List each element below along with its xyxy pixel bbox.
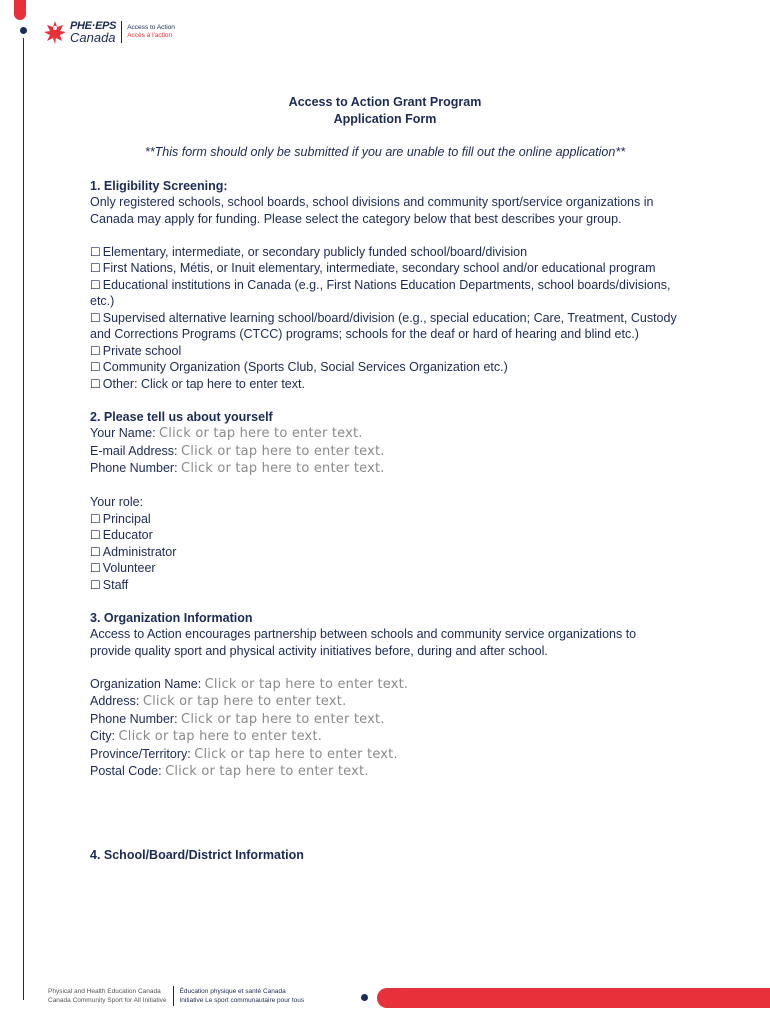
footer-fr: [180, 987, 305, 1005]
section-heading: 1. Eligibility Screening:: [90, 178, 228, 193]
eligibility-option: [90, 260, 680, 277]
eligibility-option-label: Private school: [102, 343, 182, 358]
role-option-label: Administrator: [102, 544, 177, 559]
maple-figure-icon: [42, 19, 68, 45]
city-input[interactable]: Click or tap here to enter text.: [118, 729, 323, 744]
logo-brand-line1: PHE·EPS: [70, 20, 117, 32]
checkbox-icon[interactable]: ☐: [90, 544, 101, 559]
org-name-input[interactable]: Click or tap here to enter text.: [204, 676, 409, 692]
section-about-yourself: [90, 409, 680, 594]
role-option: [90, 577, 680, 594]
checkbox-icon[interactable]: ☐: [90, 511, 101, 526]
online-notice: **This form should only be submitted if you are unable to fill out the online application**: [144, 145, 626, 159]
section-eligibility: [90, 178, 680, 393]
footer-en: [48, 987, 167, 1005]
footer-en-line1: Physical and Health Education Canada: [48, 988, 161, 995]
footer-dot: [361, 994, 368, 1001]
phone-input[interactable]: Click or tap here to enter text.: [181, 461, 385, 476]
phone-label: Phone Number:: [90, 461, 178, 475]
eligibility-option: [90, 244, 680, 261]
address-input[interactable]: Click or tap here to enter text.: [142, 694, 347, 709]
role-option-label: Staff: [102, 577, 129, 592]
page-title: [90, 94, 680, 127]
org-name-label: Organization Name:: [90, 676, 202, 691]
phone-field-row: [90, 460, 680, 478]
footer-separator: [173, 986, 174, 1006]
name-field-row: [90, 425, 680, 443]
checkbox-icon[interactable]: ☐: [90, 376, 101, 391]
eligibility-option-label: Other: Click or tap here to enter text.: [102, 376, 305, 391]
section-heading: 2. Please tell us about yourself: [90, 409, 273, 424]
role-option-label: Principal: [102, 511, 151, 526]
province-row: [90, 746, 680, 764]
bottom-accent-bar: [377, 988, 770, 1008]
eligibility-option-label: Community Organization (Sports Club, Social Services Organization etc.): [102, 360, 508, 374]
role-option: [90, 544, 680, 561]
logo-sub-en: Access to Action: [127, 24, 175, 31]
section-intro: Only registered schools, school boards, school divisions and community sport/service organizations in Canada may apply for funding. Please select the category below that best describes your group.: [90, 195, 654, 226]
checkbox-icon[interactable]: ☐: [90, 577, 101, 592]
section-school-board: [90, 847, 680, 864]
role-option: [90, 527, 680, 544]
eligibility-option-label: Educational institutions in Canada (e.g., First Nations Education Departments, school boards/divisions, etc.): [90, 277, 671, 308]
postal-row: [90, 763, 680, 781]
section-intro: Access to Action encourages partnership between schools and community service organizations to provide quality sport and physical activity initiatives before, during and after school.: [90, 627, 637, 658]
eligibility-option: [90, 359, 680, 376]
postal-label: Postal Code:: [90, 764, 162, 778]
eligibility-option-label: Elementary, intermediate, or secondary publicly funded school/board/division: [102, 244, 528, 259]
name-label: Your Name:: [90, 426, 156, 440]
title-line-1: Access to Action Grant Program: [288, 95, 482, 109]
postal-input[interactable]: Click or tap here to enter text.: [165, 764, 369, 779]
eligibility-option: [90, 376, 680, 393]
city-row: [90, 728, 680, 746]
eligibility-option-label: First Nations, Métis, or Inuit elementary, intermediate, secondary school and/or educational program: [102, 261, 656, 275]
role-option: [90, 511, 680, 528]
checkbox-icon[interactable]: ☐: [90, 244, 101, 259]
eligibility-option-label: Supervised alternative learning school/board/division (e.g., special education; Care, Treatment, Custody and Corrections Programs (CTCC) programs; schools for the deaf or hard of hearing and blind etc.): [90, 310, 677, 341]
section-heading: 4. School/Board/District Information: [90, 847, 304, 862]
top-accent-bar: [14, 0, 26, 20]
role-options: [90, 511, 680, 594]
city-label: City:: [90, 729, 115, 743]
footer-en-line2: Canada Community Sport for All Initiative: [48, 997, 167, 1004]
role-option-label: Volunteer: [102, 561, 156, 575]
checkbox-icon[interactable]: ☐: [90, 343, 101, 358]
footer-fr-line1: Éducation physique et santé Canada: [179, 988, 286, 995]
province-input[interactable]: Click or tap here to enter text.: [194, 746, 398, 762]
address-label: Address:: [90, 694, 140, 708]
logo-brand-line2: Canada: [70, 30, 116, 45]
role-option-label: Educator: [102, 528, 153, 542]
logo-brand: [70, 21, 116, 43]
org-phone-row: [90, 711, 680, 729]
email-field-row: [90, 443, 680, 461]
logo-separator: [121, 21, 122, 43]
province-label: Province/Territory:: [90, 746, 191, 761]
eligibility-options: [90, 244, 680, 393]
checkbox-icon[interactable]: ☐: [90, 310, 101, 325]
org-phone-label: Phone Number:: [90, 711, 178, 726]
timeline-dot-top: [20, 27, 27, 34]
section-organization: [90, 610, 680, 781]
email-input[interactable]: Click or tap here to enter text.: [181, 443, 385, 459]
logo-sub-fr: Accès à l'action: [127, 32, 173, 39]
org-phone-input[interactable]: Click or tap here to enter text.: [181, 711, 385, 727]
role-label: Your role:: [90, 495, 144, 509]
email-label: E-mail Address:: [90, 443, 178, 458]
logo-subtitle: [127, 24, 175, 40]
address-row: [90, 693, 680, 711]
timeline-line: [23, 38, 24, 1000]
role-option: [90, 560, 680, 577]
phe-eps-logo: [42, 17, 175, 47]
eligibility-option: [90, 310, 680, 343]
checkbox-icon[interactable]: ☐: [90, 261, 101, 275]
name-input[interactable]: Click or tap here to enter text.: [159, 426, 363, 441]
eligibility-option: [90, 343, 680, 360]
form-content: [90, 94, 680, 863]
org-name-row: [90, 676, 680, 694]
footer-fr-line2: Initiative Le sport communautaire pour tous: [179, 997, 305, 1004]
checkbox-icon[interactable]: ☐: [90, 360, 101, 374]
section-heading: 3. Organization Information: [90, 610, 253, 625]
checkbox-icon[interactable]: ☐: [90, 561, 101, 575]
checkbox-icon[interactable]: ☐: [90, 528, 101, 542]
title-line-2: Application Form: [333, 111, 437, 126]
footer: [48, 986, 304, 1006]
eligibility-option: [90, 277, 680, 310]
checkbox-icon[interactable]: ☐: [90, 277, 101, 292]
